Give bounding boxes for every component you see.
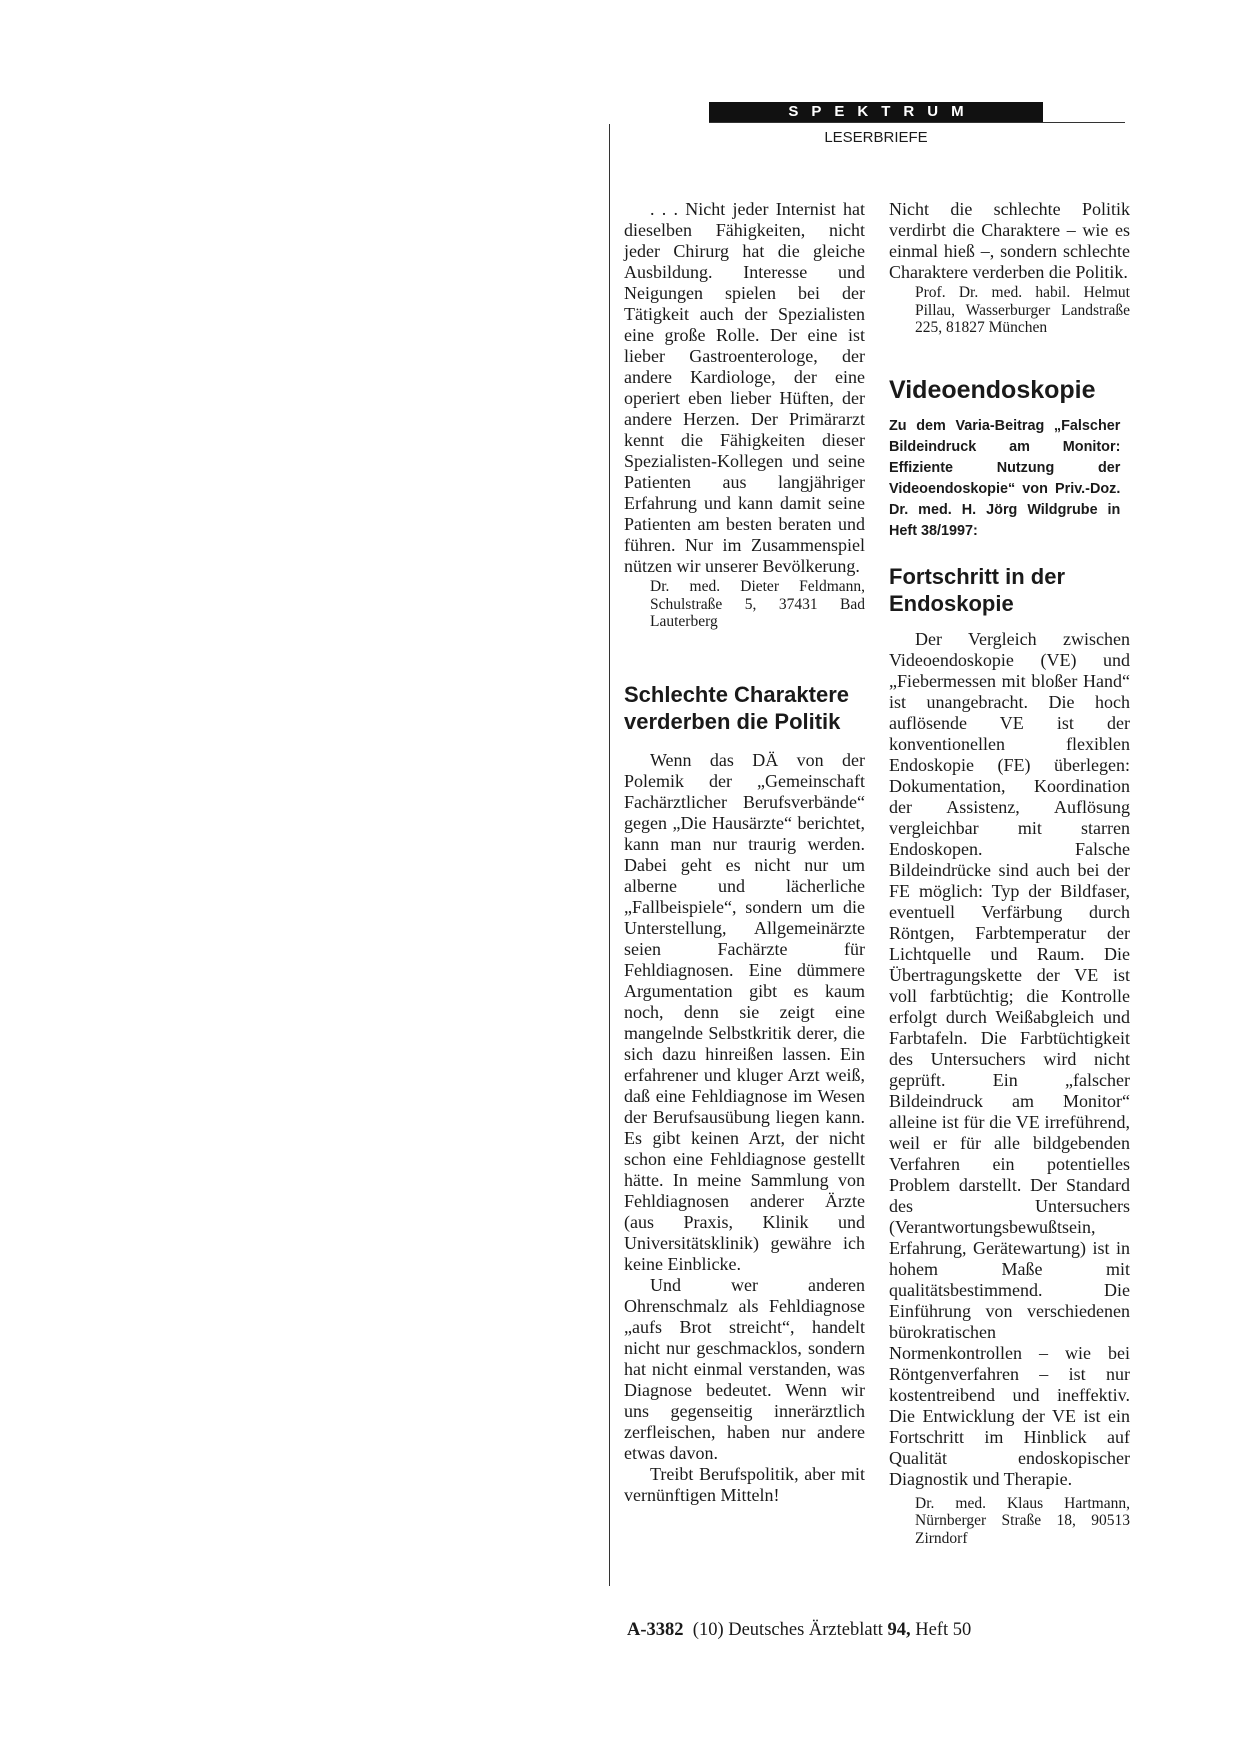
page-code: A-3382 bbox=[627, 1620, 684, 1640]
letter2-paragraph-3: Treibt Berufspolitik, aber mit vernünftigen Mitteln! bbox=[624, 1463, 865, 1505]
letter2-paragraph-1: Wenn das DÄ von der Polemik der „Gemeinschaft Fachärztlicher Berufsverbände“ gegen „Die Hausärzte“ berichtet, kann man nur traurig werden. Dabei geht es nicht nur um alberne und lächerliche „Fallbeispiele“, sondern um die Unterstellung, Allgemeinärzte seien Fachärzte für Fehldiagnosen. Eine dümmere Argumentation gibt es kaum noch, denn sie zeigt eine mangelnde Selbstkritik derer, die sich dazu hinreißen lassen. Ein erfahrener und kluger Arzt weiß, daß eine Fehldiagnose im Wesen der Berufsausübung liegen kann. Es gibt keinen Arzt, der nicht schon eine Fehldiagnose gestellt hätte. In meine Sammlung von Fehldiagnosen anderer Ärzte (aus Praxis, Klinik und Universitätsklinik) gewähre ich keine Einblicke. bbox=[624, 749, 865, 1274]
letter2-signature: Prof. Dr. med. habil. Helmut Pillau, Wasserburger Landstraße 225, 81827 München bbox=[915, 284, 1130, 336]
column-right bbox=[889, 199, 1130, 1547]
journal-issue: Heft 50 bbox=[915, 1620, 972, 1640]
section-header-bar bbox=[709, 102, 1043, 122]
letter3-text: Der Vergleich zwischen Videoendoskopie (VE) und „Fiebermessen mit bloßer Hand“ ist unangebracht. Die hoch auflösende VE ist der konventionellen flexiblen Endoskopie (FE) überlegen: Dokumentation, Koordination der Assistenz, Auflösung vergleichbar mit starren Endoskopen. Falsche Bildeindrücke sind auch bei der FE möglich: Typ der Bildfaser, eventuell Verfärbung durch Röntgen, Farbtemperatur der Lichtquelle und Raum. Die Übertragungskette der VE ist voll farbtüchtig; die Kontrolle erfolgt durch Weißabgleich und Farbtafeln. Die Farbtüchtigkeit des Untersuchers wird nicht geprüft. Ein „falscher Bildeindruck am Monitor“ alleine ist für die VE irreführend, weil er für alle bildgebenden Verfahren ein potentielles Problem darstellt. Der Standard des Untersuchers (Verantwortungsbewußtsein, Erfahrung, Gerätewartung) ist in hohem Maße mit qualitätsbestimmend. Die Einführung von verschiedenen bürokratischen Normenkontrollen – wie bei Röntgenverfahren – ist nur kostentreibend und ineffektiv. Die Entwicklung der VE ist ein Fortschritt im Hinblick auf Qualität endoskopischer Diagnostik und Therapie. bbox=[889, 628, 1130, 1489]
page-footer bbox=[627, 1619, 971, 1641]
column-left bbox=[624, 199, 865, 1506]
letter3-signature: Dr. med. Klaus Hartmann, Nürnberger Straße 18, 90513 Zirndorf bbox=[915, 1494, 1130, 1547]
section-title: SPEKTRUM bbox=[788, 103, 977, 120]
topic-reference: Zu dem Varia-Beitrag „Falscher Bildeindruck am Monitor: Effiziente Nutzung der Videoendoskopie“ von Priv.-Doz. Dr. med. H. Jörg Wildgrube in Heft 38/1997: bbox=[889, 416, 1121, 539]
topic-heading: Videoendoskopie bbox=[889, 375, 1096, 404]
header-rule bbox=[709, 122, 1125, 123]
column-divider bbox=[609, 124, 610, 1586]
letter1-text: . . . Nicht jeder Internist hat dieselben Fähigkeiten, nicht jeder Chirurg hat die gleiche Ausbildung. Interesse und Neigungen spielen bei der Tätigkeit auch der Spezialisten eine große Rolle. Der eine ist lieber Gastroenterologe, der andere Kardiologe, der eine operiert eben lieber Hüften, der andere Herzen. Der Primärarzt kennt die Fähigkeiten dieser Spezialisten-Kollegen und seine Patienten aus langjähriger Erfahrung und kann damit seine Patienten am besten beraten und führen. Nur im Zusammenspiel nützen wir unserer Bevölkerung. bbox=[624, 199, 865, 576]
letter3-heading: Fortschritt in der Endoskopie bbox=[889, 563, 1066, 616]
journal-volume: 94, bbox=[887, 1620, 911, 1640]
page-number: (10) bbox=[692, 1620, 724, 1640]
letter1-signature: Dr. med. Dieter Feldmann, Schulstraße 5, 37431 Bad Lauterberg bbox=[650, 578, 865, 630]
letter2-heading: Schlechte Charaktere verderben die Politik bbox=[624, 681, 849, 734]
journal-name: Deutsches Ärzteblatt bbox=[728, 1620, 883, 1640]
letter2-continued: Nicht die schlechte Politik verdirbt die Charaktere – wie es einmal hieß –, sondern schlechte Charaktere verderben die Politik. bbox=[889, 199, 1130, 282]
subsection-title: LESERBRIEFE bbox=[824, 129, 928, 146]
letter2-paragraph-2: Und wer anderen Ohrenschmalz als Fehldiagnose „aufs Brot streicht“, handelt nicht nur geschmacklos, sondern hat nicht einmal verstanden, was Diagnose bedeutet. Wenn wir uns gegenseitig innerärztlich zerfleischen, haben nur andere etwas davon. bbox=[624, 1274, 865, 1463]
